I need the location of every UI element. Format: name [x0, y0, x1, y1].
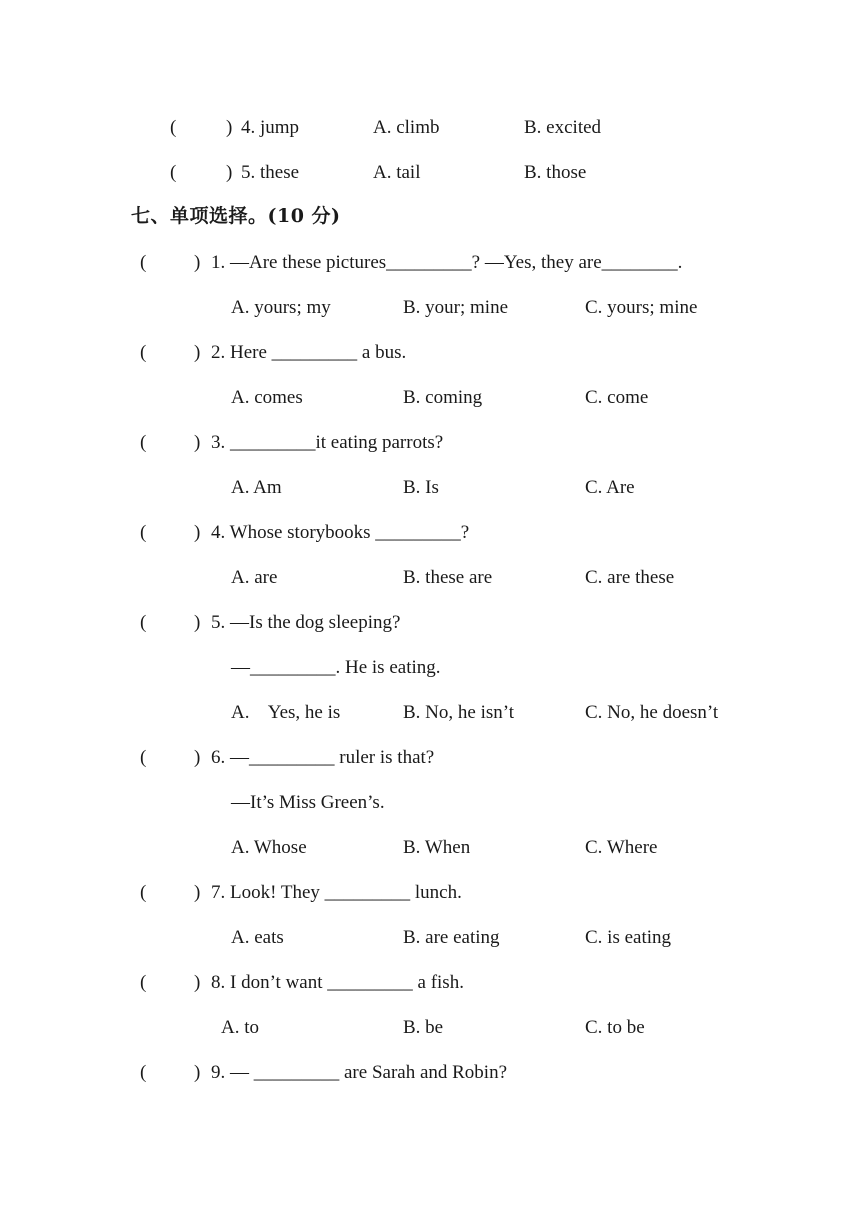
answer-blank: ( — [140, 882, 147, 903]
option-c: C. Are — [585, 477, 635, 498]
answer-blank-close: ) — [194, 747, 201, 768]
option-a: A. comes — [231, 387, 303, 408]
question-stem-reply: —_________. He is eating. — [231, 657, 441, 678]
question-stem: 7. Look! They _________ lunch. — [211, 882, 462, 903]
option-b: B. your; mine — [403, 297, 509, 318]
question-stem: 9. — _________ are Sarah and Robin? — [211, 1062, 508, 1083]
answer-blank-close: ) — [194, 882, 201, 903]
question-stem: 2. Here _________ a bus. — [211, 342, 407, 363]
option-a: A. to — [221, 1017, 259, 1038]
answer-blank: ( — [170, 117, 177, 138]
option-b: B. be — [403, 1017, 444, 1038]
option-b: B. those — [524, 162, 587, 183]
question-stem: 3. _________it eating parrots? — [211, 432, 444, 453]
option-c: C. are these — [585, 567, 675, 588]
answer-blank: ( — [140, 612, 147, 633]
answer-blank-close: ) — [194, 522, 201, 543]
option-a: A. Am — [231, 477, 282, 498]
option-b: B. No, he isn’t — [403, 702, 515, 723]
option-c: C. is eating — [585, 927, 672, 948]
answer-blank: ( — [140, 252, 147, 273]
option-b: B. When — [403, 837, 471, 858]
question-stem: 1. —Are these pictures_________? —Yes, they are________. — [211, 252, 683, 273]
vocab-item-word: 4. jump — [241, 117, 300, 138]
question-stem-reply: —It’s Miss Green’s. — [231, 792, 385, 813]
option-c: C. Where — [585, 837, 658, 858]
option-a: A. eats — [231, 927, 284, 948]
answer-blank-close: ) — [194, 432, 201, 453]
answer-blank-close: ) — [226, 162, 233, 183]
option-b: B. excited — [524, 117, 602, 138]
answer-blank-close: ) — [194, 972, 201, 993]
option-c: C. to be — [585, 1017, 645, 1038]
answer-blank-close: ) — [194, 612, 201, 633]
answer-blank: ( — [140, 747, 147, 768]
answer-blank-close: ) — [194, 342, 201, 363]
option-b: B. Is — [403, 477, 439, 498]
section-heading: 七、单项选择。(10 分) — [131, 205, 341, 227]
option-b: B. coming — [403, 387, 483, 408]
option-a: A. Yes, he is — [231, 702, 341, 723]
answer-blank-close: ) — [194, 1062, 201, 1083]
option-b: B. these are — [403, 567, 493, 588]
option-a: A. Whose — [231, 837, 307, 858]
answer-blank: ( — [140, 342, 147, 363]
option-c: C. yours; mine — [585, 297, 698, 318]
answer-blank-close: ) — [226, 117, 233, 138]
answer-blank: ( — [170, 162, 177, 183]
option-c: C. come — [585, 387, 649, 408]
question-stem: 8. I don’t want _________ a fish. — [211, 972, 464, 993]
option-c: C. No, he doesn’t — [585, 702, 719, 723]
answer-blank: ( — [140, 522, 147, 543]
answer-blank-close: ) — [194, 252, 201, 273]
option-a: A. climb — [373, 117, 440, 138]
answer-blank: ( — [140, 972, 147, 993]
question-stem: 6. —_________ ruler is that? — [211, 747, 435, 768]
option-a: A. tail — [373, 162, 421, 183]
answer-blank: ( — [140, 432, 147, 453]
question-stem: 4. Whose storybooks _________? — [211, 522, 470, 543]
question-stem: 5. —Is the dog sleeping? — [211, 612, 401, 633]
option-a: A. yours; my — [231, 297, 331, 318]
option-b: B. are eating — [403, 927, 500, 948]
vocab-item-word: 5. these — [241, 162, 300, 183]
option-a: A. are — [231, 567, 278, 588]
answer-blank: ( — [140, 1062, 147, 1083]
